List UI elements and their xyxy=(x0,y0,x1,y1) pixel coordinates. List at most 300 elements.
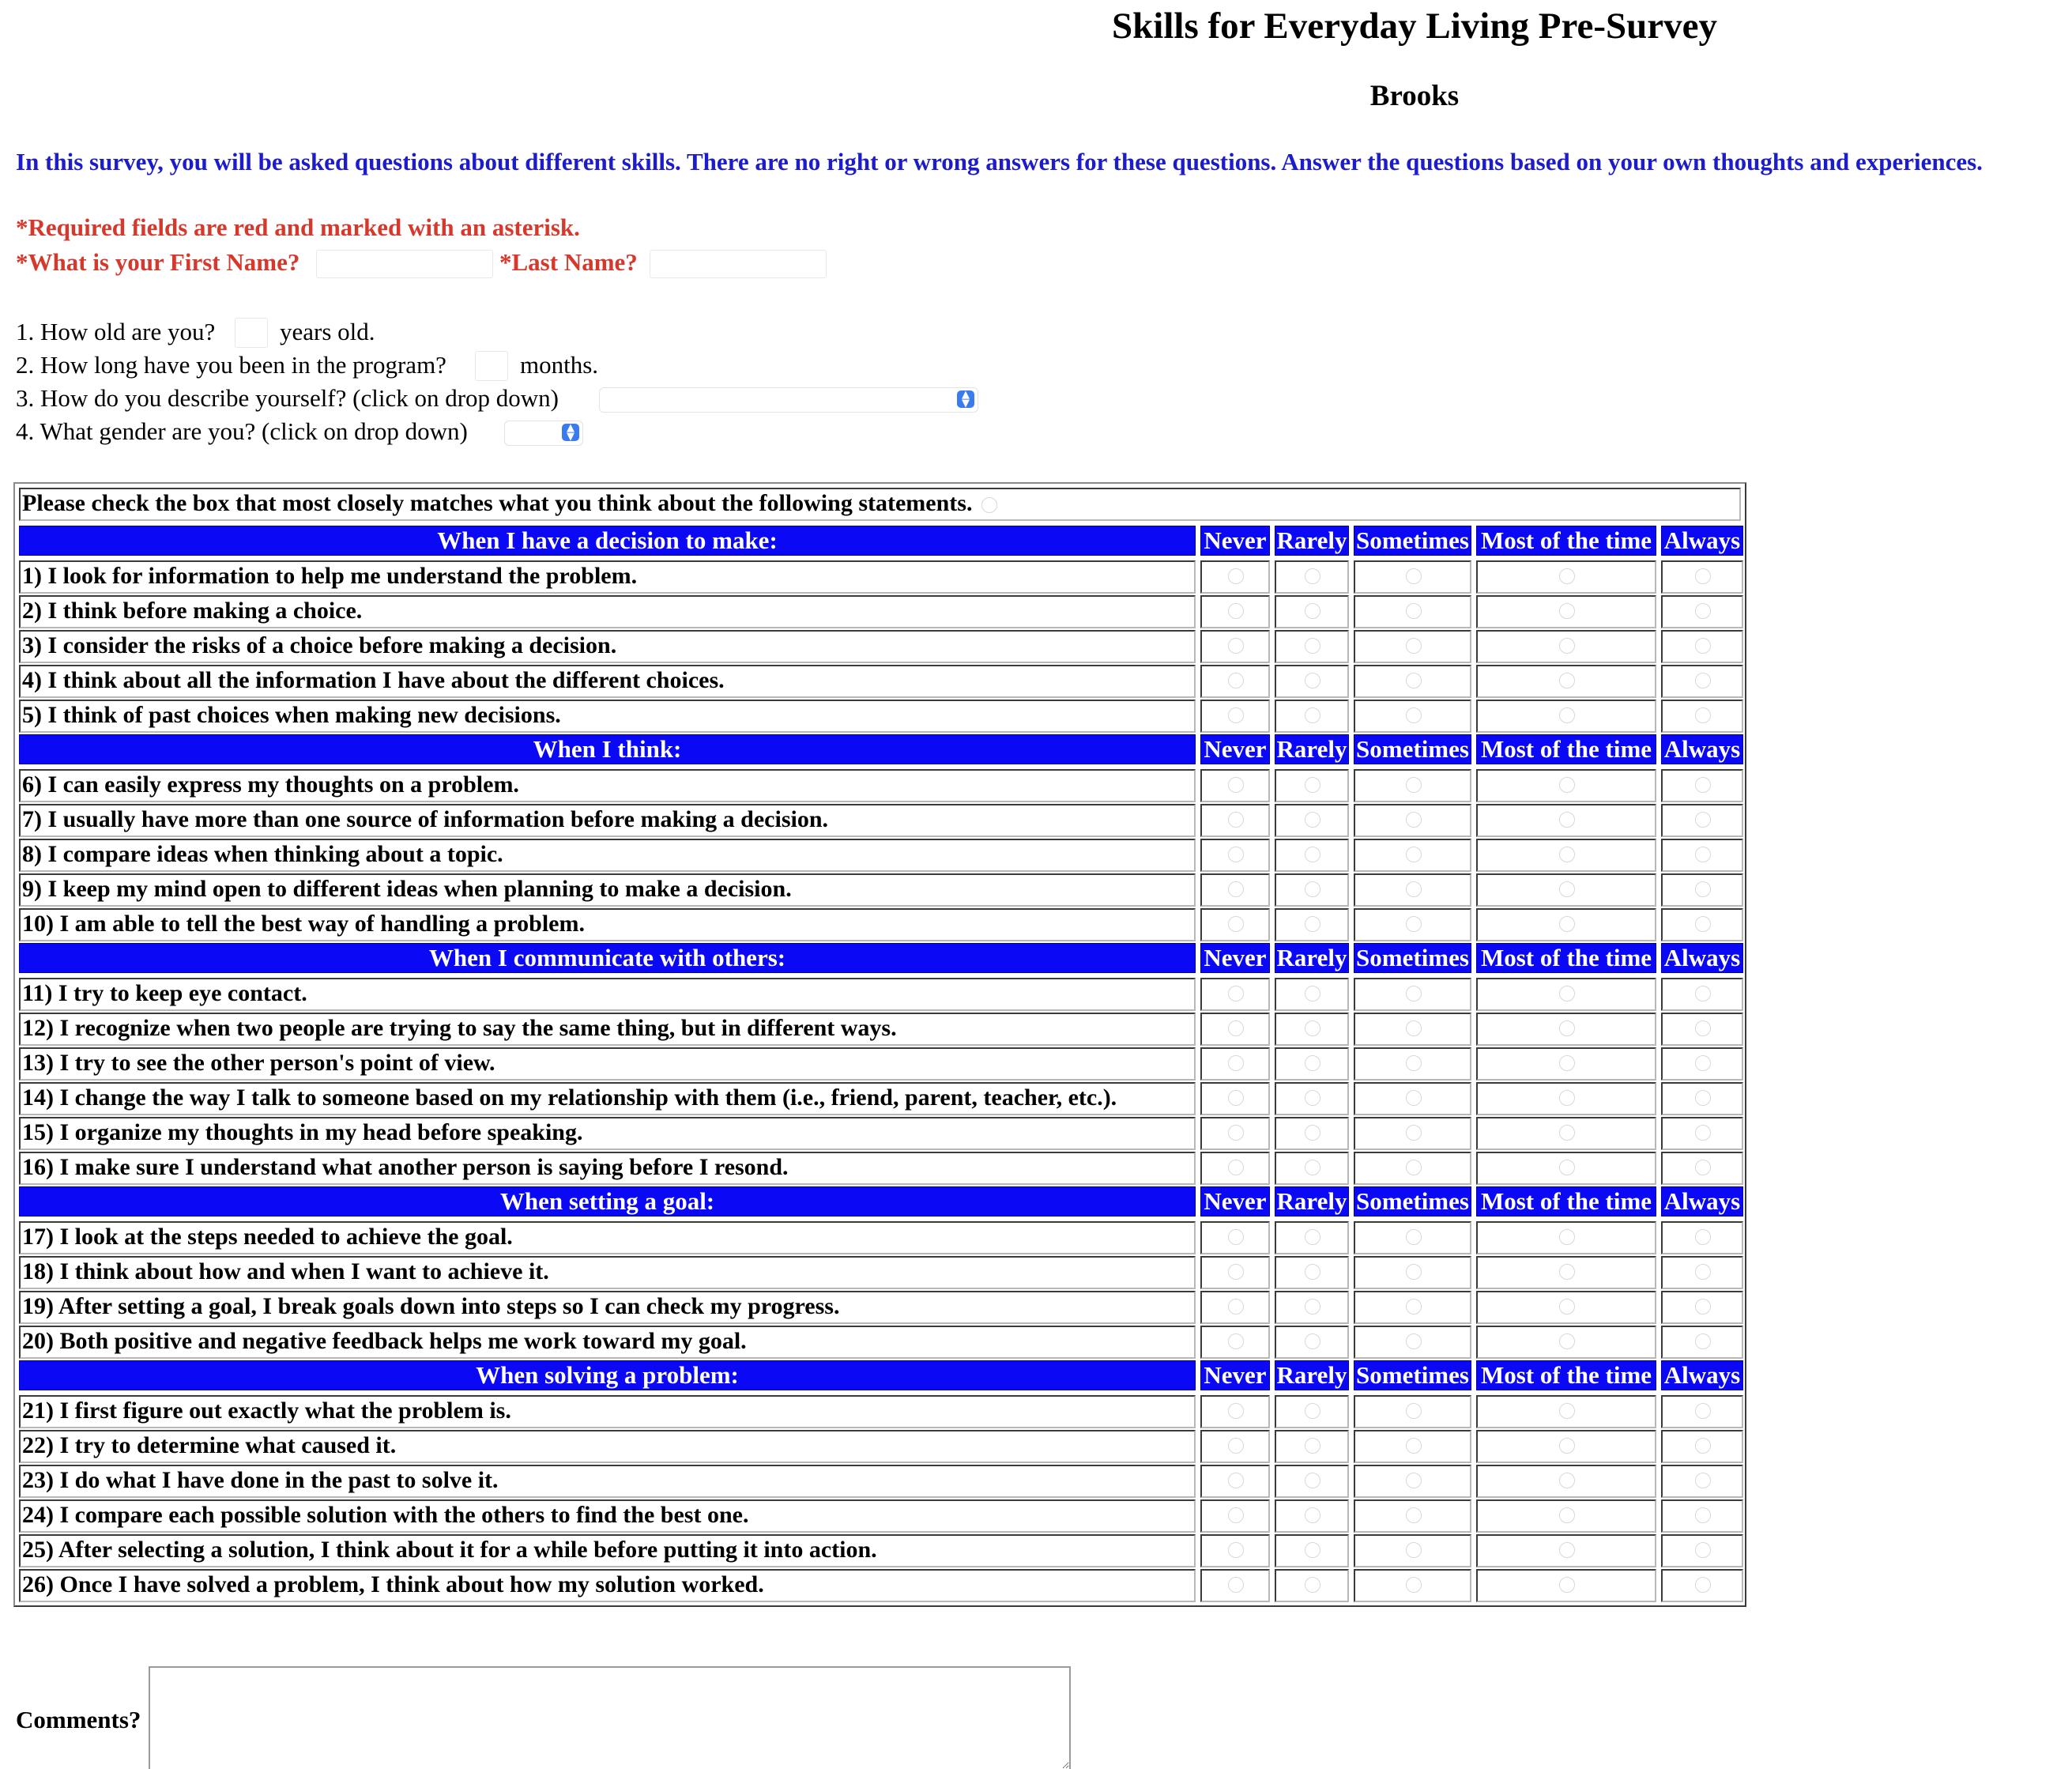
rating-radio[interactable] xyxy=(1406,568,1422,584)
rating-radio[interactable] xyxy=(1305,847,1320,862)
statement-text: 4) I think about all the information I have about the different choices. xyxy=(22,667,725,693)
rating-cell xyxy=(1275,630,1349,663)
scale-header: Rarely xyxy=(1275,943,1349,973)
rating-radio[interactable] xyxy=(1305,707,1320,723)
rating-radio[interactable] xyxy=(1406,1403,1422,1419)
age-question: 1. How old are you? xyxy=(16,318,216,345)
rating-radio[interactable] xyxy=(1695,1299,1711,1314)
rating-radio[interactable] xyxy=(1305,638,1320,654)
rating-radio[interactable] xyxy=(1695,1160,1711,1175)
rating-cell xyxy=(1275,839,1349,872)
statement-text: 1) I look for information to help me understand the problem. xyxy=(22,563,638,589)
rating-cell xyxy=(1354,1430,1471,1463)
rating-cell xyxy=(1661,630,1743,663)
rating-radio[interactable] xyxy=(1695,1577,1711,1593)
statement-cell xyxy=(19,804,1196,837)
rating-cell xyxy=(1200,665,1270,698)
rating-radio[interactable] xyxy=(1406,1055,1422,1071)
instructions-radio[interactable] xyxy=(981,497,997,513)
rating-radio[interactable] xyxy=(1305,1160,1320,1175)
statement-cell xyxy=(19,1082,1196,1115)
rating-cell xyxy=(1200,1430,1270,1463)
statement-cell xyxy=(19,978,1196,1011)
rating-radio[interactable] xyxy=(1305,673,1320,688)
rating-radio[interactable] xyxy=(1695,1020,1711,1036)
rating-cell xyxy=(1354,908,1471,941)
statement-cell xyxy=(19,1291,1196,1324)
rating-radio[interactable] xyxy=(1695,1438,1711,1454)
rating-radio[interactable] xyxy=(1695,1264,1711,1280)
rating-cell xyxy=(1200,1569,1270,1602)
rating-radio[interactable] xyxy=(1559,1020,1575,1036)
rating-radio[interactable] xyxy=(1305,1090,1320,1106)
select-chevrons-icon: ▲ ▼ xyxy=(957,390,974,408)
rating-radio[interactable] xyxy=(1305,1577,1320,1593)
rating-radio[interactable] xyxy=(1406,847,1422,862)
rating-radio[interactable] xyxy=(1228,1160,1244,1175)
rating-radio[interactable] xyxy=(1228,847,1244,862)
rating-radio[interactable] xyxy=(1695,707,1711,723)
rating-radio[interactable] xyxy=(1305,1542,1320,1558)
rating-cell xyxy=(1661,1395,1743,1428)
rating-radio[interactable] xyxy=(1559,568,1575,584)
rating-cell xyxy=(1275,1047,1349,1081)
rating-radio[interactable] xyxy=(1406,1090,1422,1106)
statement-text: 20) Both positive and negative feedback helps me work toward my goal. xyxy=(22,1328,747,1354)
rating-cell xyxy=(1661,1569,1743,1602)
rating-radio[interactable] xyxy=(1305,812,1320,828)
rating-radio[interactable] xyxy=(1559,1299,1575,1314)
rating-cell xyxy=(1275,700,1349,733)
scale-header: Most of the time xyxy=(1476,526,1656,556)
instructions-row xyxy=(19,488,1741,521)
rating-radio[interactable] xyxy=(1228,1090,1244,1106)
rating-cell xyxy=(1200,700,1270,733)
rating-radio[interactable] xyxy=(1305,986,1320,1001)
rating-cell xyxy=(1661,1152,1743,1185)
statement-text: 6) I can easily express my thoughts on a problem. xyxy=(22,771,519,798)
scale-header: Rarely xyxy=(1275,734,1349,764)
rating-cell xyxy=(1354,1569,1471,1602)
rating-cell xyxy=(1661,1326,1743,1359)
scale-header: Always xyxy=(1661,734,1743,764)
rating-cell xyxy=(1476,665,1656,698)
statement-text: 26) Once I have solved a problem, I think about how my solution worked. xyxy=(22,1571,764,1597)
rating-radio[interactable] xyxy=(1559,847,1575,862)
scale-header: Never xyxy=(1200,943,1270,973)
rating-radio[interactable] xyxy=(1228,673,1244,688)
rating-cell xyxy=(1200,978,1270,1011)
rating-cell xyxy=(1275,1256,1349,1289)
rating-cell xyxy=(1476,804,1656,837)
rating-radio[interactable] xyxy=(1559,1403,1575,1419)
rating-cell xyxy=(1275,1430,1349,1463)
gender-question: 4. What gender are you? (click on drop down) xyxy=(16,417,468,445)
rating-radio[interactable] xyxy=(1228,1055,1244,1071)
statement-text: 5) I think of past choices when making new decisions. xyxy=(22,702,561,728)
statement-cell xyxy=(19,560,1196,594)
rating-cell xyxy=(1200,1221,1270,1254)
rating-radio[interactable] xyxy=(1305,1020,1320,1036)
rating-cell xyxy=(1200,873,1270,907)
rating-radio[interactable] xyxy=(1559,1473,1575,1488)
rating-cell xyxy=(1200,769,1270,802)
rating-cell xyxy=(1661,1430,1743,1463)
rating-radio[interactable] xyxy=(1228,603,1244,619)
rating-cell xyxy=(1661,1291,1743,1324)
rating-radio[interactable] xyxy=(1228,1333,1244,1349)
rating-radio[interactable] xyxy=(1305,1125,1320,1141)
statement-cell xyxy=(19,1569,1196,1602)
rating-radio[interactable] xyxy=(1695,777,1711,793)
rating-cell xyxy=(1476,1256,1656,1289)
scale-header: Sometimes xyxy=(1354,1360,1471,1390)
rating-cell xyxy=(1200,1291,1270,1324)
rating-radio[interactable] xyxy=(1406,603,1422,619)
statement-cell xyxy=(19,1326,1196,1359)
rating-radio[interactable] xyxy=(1559,673,1575,688)
rating-cell xyxy=(1200,1395,1270,1428)
rating-radio[interactable] xyxy=(1559,1438,1575,1454)
rating-cell xyxy=(1354,873,1471,907)
rating-radio[interactable] xyxy=(1228,1020,1244,1036)
rating-cell xyxy=(1476,1047,1656,1081)
statement-cell xyxy=(19,630,1196,663)
rating-cell xyxy=(1275,1221,1349,1254)
scale-header: Always xyxy=(1661,943,1743,973)
comments-textarea[interactable] xyxy=(149,1666,1071,1769)
program-length-input[interactable] xyxy=(475,351,508,381)
statement-text: 23) I do what I have done in the past to solve it. xyxy=(22,1467,499,1493)
rating-radio[interactable] xyxy=(1559,1160,1575,1175)
rating-cell xyxy=(1476,908,1656,941)
rating-cell xyxy=(1661,560,1743,594)
statement-cell xyxy=(19,665,1196,698)
rating-radio[interactable] xyxy=(1305,1507,1320,1523)
rating-radio[interactable] xyxy=(1228,1299,1244,1314)
rating-radio[interactable] xyxy=(1695,916,1711,932)
rating-cell xyxy=(1275,804,1349,837)
scale-header: Rarely xyxy=(1275,1360,1349,1390)
rating-cell xyxy=(1275,873,1349,907)
age-input[interactable] xyxy=(235,318,268,348)
rating-radio[interactable] xyxy=(1228,1507,1244,1523)
rating-cell xyxy=(1354,1152,1471,1185)
rating-cell xyxy=(1200,630,1270,663)
rating-cell xyxy=(1275,978,1349,1011)
rating-cell xyxy=(1200,1082,1270,1115)
rating-cell xyxy=(1200,1152,1270,1185)
rating-radio[interactable] xyxy=(1305,881,1320,897)
rating-radio[interactable] xyxy=(1305,568,1320,584)
rating-cell xyxy=(1354,595,1471,628)
scale-header: Most of the time xyxy=(1476,734,1656,764)
rating-cell xyxy=(1354,1534,1471,1567)
section-heading: When solving a problem: xyxy=(19,1360,1196,1390)
rating-radio[interactable] xyxy=(1406,1438,1422,1454)
rating-radio[interactable] xyxy=(1406,812,1422,828)
statement-cell xyxy=(19,1117,1196,1150)
rating-radio[interactable] xyxy=(1695,812,1711,828)
rating-radio[interactable] xyxy=(1406,1507,1422,1523)
rating-cell xyxy=(1476,1430,1656,1463)
rating-cell xyxy=(1661,1534,1743,1567)
rating-radio[interactable] xyxy=(1559,638,1575,654)
rating-radio[interactable] xyxy=(1228,1473,1244,1488)
statement-text: 13) I try to see the other person's point of view. xyxy=(22,1050,495,1076)
rating-radio[interactable] xyxy=(1406,1160,1422,1175)
rating-radio[interactable] xyxy=(1695,1507,1711,1523)
rating-radio[interactable] xyxy=(1559,707,1575,723)
rating-radio[interactable] xyxy=(1695,673,1711,688)
rating-radio[interactable] xyxy=(1305,1229,1320,1245)
rating-cell xyxy=(1661,839,1743,872)
rating-cell xyxy=(1200,1256,1270,1289)
rating-radio[interactable] xyxy=(1228,916,1244,932)
rating-cell xyxy=(1476,560,1656,594)
first-name-label: *What is your First Name? xyxy=(16,248,300,276)
age-suffix: years old. xyxy=(280,318,375,345)
rating-cell xyxy=(1200,1047,1270,1081)
rating-radio[interactable] xyxy=(1406,1125,1422,1141)
rating-radio[interactable] xyxy=(1559,1264,1575,1280)
rating-cell xyxy=(1354,665,1471,698)
rating-radio[interactable] xyxy=(1559,603,1575,619)
rating-radio[interactable] xyxy=(1559,1090,1575,1106)
rating-cell xyxy=(1354,1047,1471,1081)
rating-cell xyxy=(1476,1291,1656,1324)
rating-radio[interactable] xyxy=(1695,1090,1711,1106)
rating-radio[interactable] xyxy=(1406,1333,1422,1349)
rating-cell xyxy=(1476,1499,1656,1533)
rating-radio[interactable] xyxy=(1305,777,1320,793)
rating-radio[interactable] xyxy=(1695,603,1711,619)
rating-radio[interactable] xyxy=(1559,1125,1575,1141)
statement-cell xyxy=(19,1534,1196,1567)
rating-radio[interactable] xyxy=(1559,812,1575,828)
statement-cell xyxy=(19,1221,1196,1254)
rating-radio[interactable] xyxy=(1695,847,1711,862)
rating-radio[interactable] xyxy=(1559,916,1575,932)
scale-header: Never xyxy=(1200,1186,1270,1216)
rating-radio[interactable] xyxy=(1559,1577,1575,1593)
describe-select[interactable] xyxy=(599,387,978,413)
rating-radio[interactable] xyxy=(1695,1125,1711,1141)
rating-radio[interactable] xyxy=(1406,638,1422,654)
rating-radio[interactable] xyxy=(1406,986,1422,1001)
rating-cell xyxy=(1275,1534,1349,1567)
rating-radio[interactable] xyxy=(1406,1542,1422,1558)
rating-radio[interactable] xyxy=(1695,881,1711,897)
last-name-input[interactable] xyxy=(650,250,827,278)
statement-text: 17) I look at the steps needed to achieve the goal. xyxy=(22,1224,513,1250)
rating-cell xyxy=(1354,1117,1471,1150)
rating-radio[interactable] xyxy=(1559,881,1575,897)
scale-header: Rarely xyxy=(1275,1186,1349,1216)
rating-radio[interactable] xyxy=(1305,1264,1320,1280)
rating-cell xyxy=(1275,665,1349,698)
rating-radio[interactable] xyxy=(1559,1055,1575,1071)
scale-header: Sometimes xyxy=(1354,1186,1471,1216)
rating-radio[interactable] xyxy=(1406,1473,1422,1488)
statement-cell xyxy=(19,908,1196,941)
gender-select[interactable] xyxy=(504,421,583,446)
comments-label: Comments? xyxy=(16,1706,141,1733)
rating-cell xyxy=(1354,769,1471,802)
rating-radio[interactable] xyxy=(1559,1333,1575,1349)
statement-cell xyxy=(19,595,1196,628)
statement-cell xyxy=(19,1395,1196,1428)
rating-cell xyxy=(1661,978,1743,1011)
rating-radio[interactable] xyxy=(1559,1507,1575,1523)
rating-cell xyxy=(1354,1499,1471,1533)
rating-cell xyxy=(1476,595,1656,628)
rating-radio[interactable] xyxy=(1228,1542,1244,1558)
rating-radio[interactable] xyxy=(1228,1438,1244,1454)
rating-cell xyxy=(1275,908,1349,941)
rating-radio[interactable] xyxy=(1406,707,1422,723)
rating-radio[interactable] xyxy=(1406,1229,1422,1245)
rating-cell xyxy=(1200,839,1270,872)
rating-radio[interactable] xyxy=(1695,1542,1711,1558)
rating-radio[interactable] xyxy=(1305,603,1320,619)
rating-cell xyxy=(1275,769,1349,802)
rating-cell xyxy=(1476,1569,1656,1602)
statement-text: 10) I am able to tell the best way of handling a problem. xyxy=(22,911,585,937)
rating-radio[interactable] xyxy=(1559,1542,1575,1558)
rating-radio[interactable] xyxy=(1695,1333,1711,1349)
describe-question: 3. How do you describe yourself? (click on drop down) xyxy=(16,384,559,412)
rating-radio[interactable] xyxy=(1559,986,1575,1001)
statement-text: 24) I compare each possible solution with the others to find the best one. xyxy=(22,1502,749,1528)
statement-text: 11) I try to keep eye contact. xyxy=(22,980,307,1006)
statement-cell xyxy=(19,769,1196,802)
rating-radio[interactable] xyxy=(1228,1403,1244,1419)
statement-text: 7) I usually have more than one source of information before making a decision. xyxy=(22,806,829,832)
rating-cell xyxy=(1354,1256,1471,1289)
first-name-input[interactable] xyxy=(316,250,493,278)
scale-header: Most of the time xyxy=(1476,943,1656,973)
rating-radio[interactable] xyxy=(1228,1264,1244,1280)
rating-radio[interactable] xyxy=(1228,1125,1244,1141)
rating-cell xyxy=(1354,1291,1471,1324)
rating-radio[interactable] xyxy=(1228,1229,1244,1245)
section-heading: When I communicate with others: xyxy=(19,943,1196,973)
rating-cell xyxy=(1476,1082,1656,1115)
rating-cell xyxy=(1200,1326,1270,1359)
statement-text: 21) I first figure out exactly what the problem is. xyxy=(22,1397,511,1424)
survey-table xyxy=(13,482,1746,1607)
rating-radio[interactable] xyxy=(1559,777,1575,793)
rating-radio[interactable] xyxy=(1305,1438,1320,1454)
rating-radio[interactable] xyxy=(1406,1299,1422,1314)
rating-cell xyxy=(1661,665,1743,698)
rating-radio[interactable] xyxy=(1695,1403,1711,1419)
rating-radio[interactable] xyxy=(1559,1229,1575,1245)
page-title: Skills for Everyday Living Pre-Survey xyxy=(1112,6,1717,47)
rating-cell xyxy=(1661,1117,1743,1150)
rating-radio[interactable] xyxy=(1228,881,1244,897)
rating-radio[interactable] xyxy=(1406,777,1422,793)
rating-radio[interactable] xyxy=(1305,1055,1320,1071)
rating-cell xyxy=(1476,1534,1656,1567)
rating-radio[interactable] xyxy=(1305,1299,1320,1314)
rating-radio[interactable] xyxy=(1406,1020,1422,1036)
rating-radio[interactable] xyxy=(1305,916,1320,932)
rating-radio[interactable] xyxy=(1305,1333,1320,1349)
rating-cell xyxy=(1354,1082,1471,1115)
rating-radio[interactable] xyxy=(1406,673,1422,688)
section-heading: When I have a decision to make: xyxy=(19,526,1196,556)
rating-radio[interactable] xyxy=(1695,1473,1711,1488)
rating-radio[interactable] xyxy=(1695,638,1711,654)
rating-cell xyxy=(1354,560,1471,594)
rating-radio[interactable] xyxy=(1228,986,1244,1001)
rating-radio[interactable] xyxy=(1406,1577,1422,1593)
rating-cell xyxy=(1476,630,1656,663)
rating-radio[interactable] xyxy=(1305,1403,1320,1419)
rating-radio[interactable] xyxy=(1305,1473,1320,1488)
program-length-question: 2. How long have you been in the program? xyxy=(16,351,446,379)
rating-radio[interactable] xyxy=(1406,881,1422,897)
rating-radio[interactable] xyxy=(1406,916,1422,932)
rating-cell xyxy=(1661,769,1743,802)
scale-header: Always xyxy=(1661,1360,1743,1390)
statement-cell xyxy=(19,873,1196,907)
scale-header: Most of the time xyxy=(1476,1360,1656,1390)
rating-radio[interactable] xyxy=(1695,1055,1711,1071)
rating-cell xyxy=(1200,1013,1270,1046)
rating-radio[interactable] xyxy=(1695,986,1711,1001)
rating-radio[interactable] xyxy=(1228,707,1244,723)
rating-radio[interactable] xyxy=(1228,777,1244,793)
rating-cell xyxy=(1354,1395,1471,1428)
statement-text: 3) I consider the risks of a choice before making a decision. xyxy=(22,632,617,658)
scale-header: Never xyxy=(1200,734,1270,764)
rating-radio[interactable] xyxy=(1228,1577,1244,1593)
scale-header: Never xyxy=(1200,1360,1270,1390)
rating-radio[interactable] xyxy=(1228,638,1244,654)
statement-text: 12) I recognize when two people are trying to say the same thing, but in different ways. xyxy=(22,1015,897,1041)
section-heading: When setting a goal: xyxy=(19,1186,1196,1216)
rating-radio[interactable] xyxy=(1228,812,1244,828)
rating-radio[interactable] xyxy=(1695,1229,1711,1245)
last-name-label: *Last Name? xyxy=(499,248,638,276)
statement-cell xyxy=(19,1013,1196,1046)
rating-cell xyxy=(1354,804,1471,837)
statement-cell xyxy=(19,1256,1196,1289)
rating-radio[interactable] xyxy=(1406,1264,1422,1280)
scale-header: Never xyxy=(1200,526,1270,556)
rating-cell xyxy=(1661,908,1743,941)
scale-header: Sometimes xyxy=(1354,734,1471,764)
statement-text: 14) I change the way I talk to someone based on my relationship with them (i.e., friend, parent, teacher, etc.). xyxy=(22,1084,1117,1111)
rating-cell xyxy=(1661,873,1743,907)
rating-cell xyxy=(1354,1221,1471,1254)
rating-cell xyxy=(1476,1395,1656,1428)
rating-cell xyxy=(1354,1013,1471,1046)
rating-cell xyxy=(1661,595,1743,628)
rating-cell xyxy=(1275,595,1349,628)
statement-cell xyxy=(19,1465,1196,1498)
rating-cell xyxy=(1661,1499,1743,1533)
rating-cell xyxy=(1354,630,1471,663)
statement-cell xyxy=(19,1152,1196,1185)
rating-radio[interactable] xyxy=(1228,568,1244,584)
rating-cell xyxy=(1275,1013,1349,1046)
rating-cell xyxy=(1354,839,1471,872)
rating-radio[interactable] xyxy=(1695,568,1711,584)
